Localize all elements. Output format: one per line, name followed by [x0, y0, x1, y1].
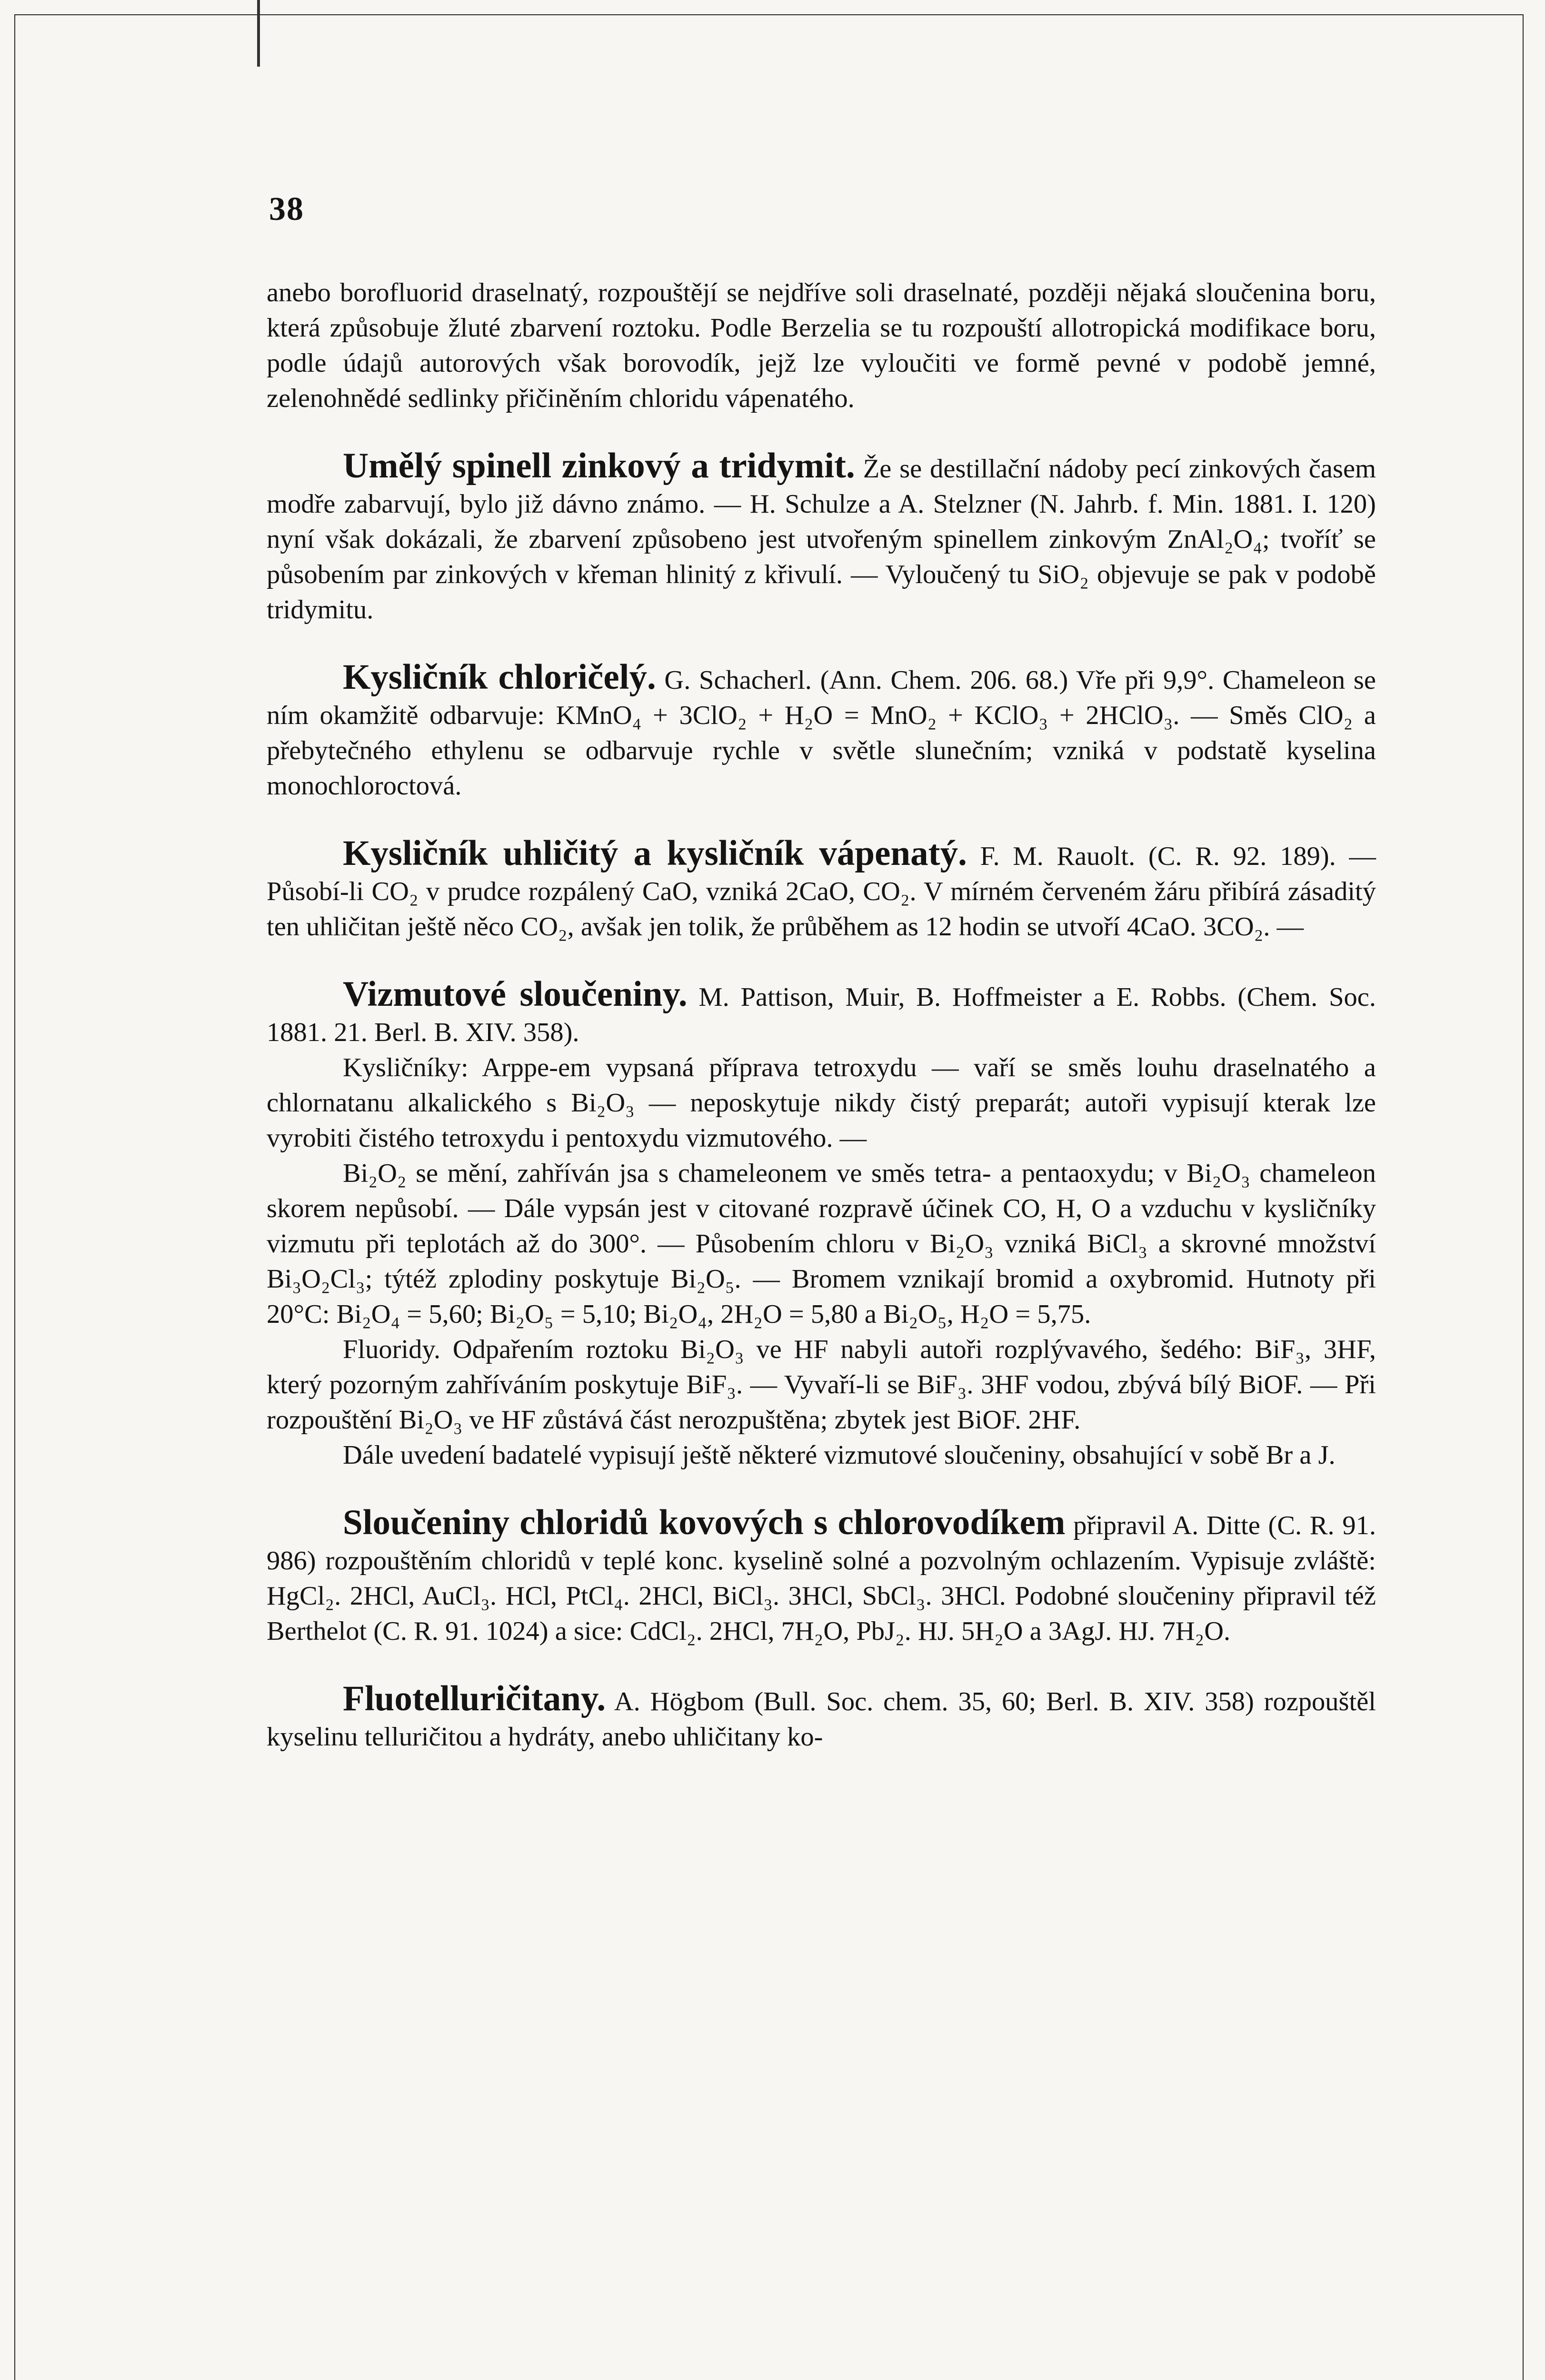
section-spinell: [267, 448, 1376, 627]
scan-binding-mark: [257, 0, 260, 67]
section-heading: Sloučeniny chloridů kovových s chlorovodíkem: [343, 1503, 1066, 1542]
page-body: [267, 275, 1376, 1755]
section-text: Kysličníky: Arppe-em vypsaná příprava tetroxydu — vaří se směs louhu draselnatého a chlornatanu alkalického s Bi₂O₃ — neposkytuje nikdy čistý preparát; autoři vypisují kterak lze vyrobiti čistého tetroxydu i pentoxydu vizmutového. —: [267, 1053, 1376, 1153]
section-chloridy: [267, 1505, 1376, 1649]
section-text: Že se destillační nádoby pecí zinkových časem modře zabarvují, bylo již dávno známo. — H. Schulze a A. Stelzner (N. Jahrb. f. Min. 1881. I. 120) nyní však dokázali, že zbarvení způsobeno jest utvořeným spinellem zinkovým ZnAl₂O₄; tvoříť se působením par zinkových v křeman hlinitý z křivulí. — Vyloučený tu SiO₂ objevuje se pak v podobě tridymitu.: [267, 454, 1376, 625]
section-text: Fluoridy. Odpařením roztoku Bi₂O₃ ve HF nabyli autoři rozplývavého, šedého: BiF₃, 3HF, který pozorným zahříváním poskytuje BiF₃. — Vyvaří-li se BiF₃. 3HF vodou, zbývá bílý BiOF. — Při rozpouštění Bi₂O₃ ve HF zůstává část nerozpuštěna; zbytek jest BiOF. 2HF.: [267, 1335, 1376, 1435]
section-vizmut: [267, 974, 1376, 1473]
section-heading: Fluotelluričitany.: [343, 1679, 606, 1718]
section-fluotellur: [267, 1681, 1376, 1755]
section-chloricely: [267, 657, 1376, 803]
section-text: M. Pattison, Muir, B. Hoffmeister a E. Robbs. (Chem. Soc. 1881. 21. Berl. B. XIV. 358).: [267, 982, 1376, 1047]
section-text: F. M. Rauolt. (C. R. 92. 189). — Působí-li CO₂ v prudce rozpálený CaO, vzniká 2CaO, CO₂. V mírném červeném žáru přibírá zásaditý ten uhličitan ještě něco CO₂, avšak jen tolik, že průběhem as 12 hodin se utvoří 4CaO. 3CO₂. —: [267, 842, 1376, 942]
section-heading: Kysličník uhličitý a kysličník vápenatý.: [343, 833, 967, 873]
intro-paragraph: anebo borofluorid draselnatý, rozpouštějí se nejdříve soli draselnaté, později nějaká sloučenina boru, která způsobuje žluté zbarvení roztoku. Podle Berzelia se tu rozpouští allotropická modifikace boru, podle údajů autorových však borovodík, jejž lze vyloučiti ve formě pevné v podobě jemné, zelenohnědé sedlinky přičiněním chloridu vápenatého.: [267, 278, 1376, 413]
section-heading: Vizmutové sloučeniny.: [343, 974, 688, 1014]
section-text: G. Schacherl. (Ann. Chem. 206. 68.) Vře při 9,9°. Chameleon se ním okamžitě odbarvuje: KMnO₄ + 3ClO₂ + H₂O = MnO₂ + KClO₃ + 2HClO₃. — Směs ClO₂ a přebytečného ethylenu se odbarvuje rychle v světle slunečním; vzniká v podstatě kyselina monochloroctová.: [267, 665, 1376, 801]
section-text: A. Högbom (Bull. Soc. chem. 35, 60; Berl. B. XIV. 358) rozpouštěl kyselinu telluričitou a hydráty, anebo uhličitany ko-: [267, 1687, 1376, 1752]
page-number: 38: [269, 191, 304, 228]
section-text: Dále uvedení badatelé vypisují ještě některé vizmutové sloučeniny, obsahující v sobě Br a J.: [343, 1440, 1336, 1470]
section-heading: Umělý spinell zinkový a tridymit.: [343, 446, 855, 486]
section-heading: Kysličník chloričelý.: [343, 657, 656, 697]
section-text: připravil A. Ditte (C. R. 91. 986) rozpouštěním chloridů v teplé konc. kyselině solné a pozvolným ochlazením. Vypisuje zvláště: HgCl₂. 2HCl, AuCl₃. HCl, PtCl₄. 2HCl, BiCl₃. 3HCl, SbCl₃. 3HCl. Podobné sloučeniny připravil též Berthelot (C. R. 91. 1024) a sice: CdCl₂. 2HCl, 7H₂O, PbJ₂. HJ. 5H₂O a 3AgJ. HJ. 7H₂O.: [267, 1511, 1376, 1646]
section-text: Bi₂O₂ se mění, zahříván jsa s chameleonem ve směs tetra- a pentaoxydu; v Bi₂O₃ chameleon skorem nepůsobí. — Dále vypsán jest v citované rozpravě účinek CO, H, O a vzduchu v kysličníky vizmutu při teplotách až do 300°. — Působením chloru v Bi₂O₃ vzniká BiCl₃ a skrovné množství Bi₃O₂Cl₃; týtéž zplodiny poskytuje Bi₂O₅. — Bromem vznikají bromid a oxybromid. Hutnoty při 20°C: Bi₂O₄ = 5,60; Bi₂O₅ = 5,10; Bi₂O₄, 2H₂O = 5,80 a Bi₂O₅, H₂O = 5,75.: [267, 1159, 1376, 1329]
section-uhlicity: [267, 833, 1376, 944]
